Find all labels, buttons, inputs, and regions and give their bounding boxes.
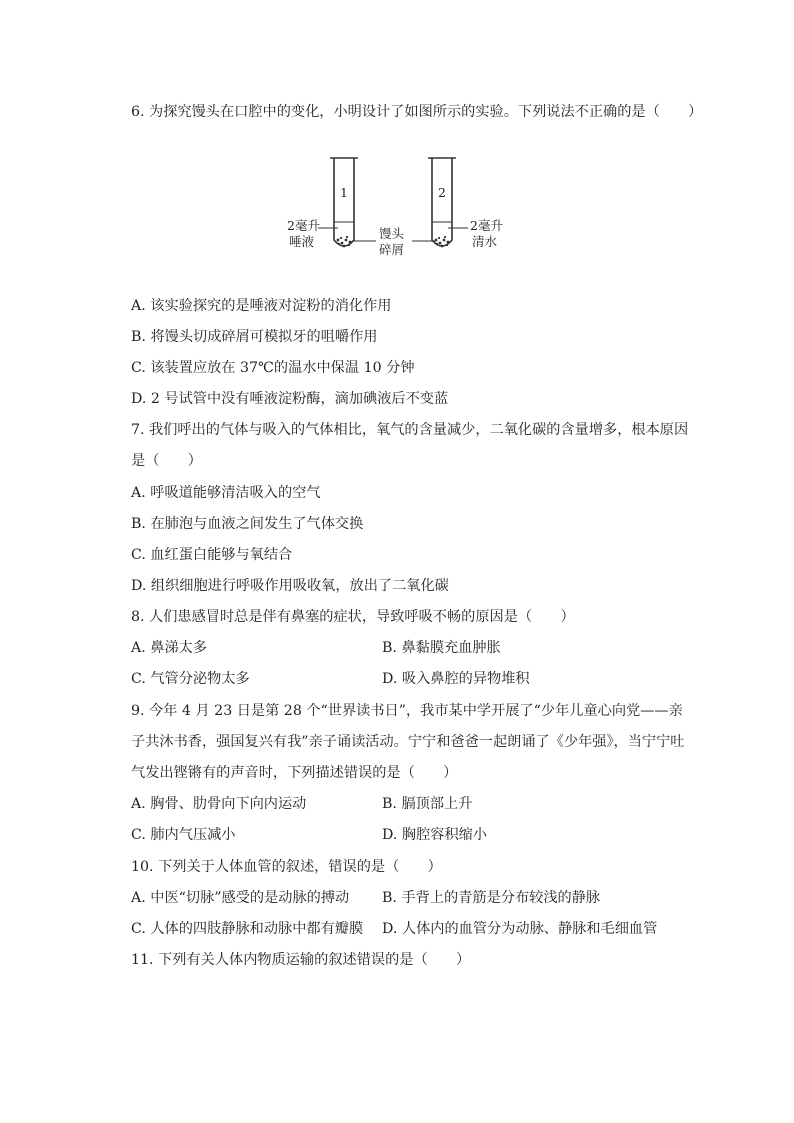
question-11-stem: 11. 下列有关人体内物质运输的叙述错误的是（ ） (131, 952, 471, 968)
q7-option-a[interactable]: A. 呼吸道能够清洁吸入的空气 (131, 485, 321, 501)
q8-option-d[interactable]: D. 吸入鼻腔的异物堆积 (382, 671, 530, 687)
right-label-line1: 2毫升 (470, 218, 503, 233)
center-label-line1: 馒头 (379, 226, 405, 241)
q6-option-d[interactable]: D. 2 号试管中没有唾液淀粉酶，滴加碘液后不变蓝 (131, 391, 449, 407)
q10-option-c[interactable]: C. 人体的四肢静脉和动脉中都有瓣膜 (131, 921, 364, 937)
question-9-stem-line2: 子共沐书香，强国复兴有我”亲子诵读活动。宁宁和爸爸一起朗诵了《少年强》，当宁宁吐 (131, 734, 685, 750)
question-9-stem-line1: 9. 今年 4 月 23 日是第 28 个“世界读书日”，我市某中学开展了“少年儿童心向党——亲 (131, 703, 683, 719)
q9-option-b[interactable]: B. 膈顶部上升 (382, 796, 473, 812)
center-label-line2: 碎屑 (379, 242, 405, 257)
q7-option-b[interactable]: B. 在肺泡与血液之间发生了气体交换 (131, 516, 364, 532)
tube-2-number: 2 (438, 185, 446, 200)
q10-option-b[interactable]: B. 手背上的青筋是分布较浅的静脉 (382, 890, 601, 906)
right-label-line2: 清水 (472, 234, 498, 249)
question-7-stem-line1: 7. 我们呼出的气体与吸入的气体相比，氧气的含量减少，二氧化碳的含量增多，根本原因 (131, 422, 689, 438)
q6-option-a[interactable]: A. 该实验探究的是唾液对淀粉的消化作用 (131, 298, 392, 314)
question-10-stem: 10. 下列关于人体血管的叙述，错误的是（ ） (131, 859, 442, 875)
question-7-stem-line2: 是（ ） (131, 453, 202, 469)
q8-option-c[interactable]: C. 气管分泌物太多 (131, 671, 250, 687)
q7-option-c[interactable]: C. 血红蛋白能够与氧结合 (131, 547, 293, 563)
question-8-stem: 8. 人们患感冒时总是伴有鼻塞的症状，导致呼吸不畅的原因是（ ） (131, 609, 575, 625)
q8-option-a[interactable]: A. 鼻涕太多 (131, 640, 208, 656)
question-6-stem: 6. 为探究馒头在口腔中的变化，小明设计了如图所示的实验。下列说法不正确的是（ ） (131, 104, 703, 120)
tube-1-number: 1 (340, 185, 348, 200)
test-tube-2 (428, 158, 456, 247)
left-label-line2: 唾液 (289, 234, 315, 249)
left-label-line1: 2毫升 (287, 218, 320, 233)
q9-option-d[interactable]: D. 胸腔容积缩小 (382, 827, 488, 843)
q9-option-a[interactable]: A. 胸骨、肋骨向下向内运动 (131, 796, 307, 812)
q9-option-c[interactable]: C. 肺内气压减小 (131, 827, 236, 843)
test-tube-1 (330, 158, 358, 247)
q8-option-b[interactable]: B. 鼻黏膜充血肿胀 (382, 640, 501, 656)
q10-option-a[interactable]: A. 中医“切脉”感受的是动脉的搏动 (131, 890, 350, 906)
question-9-stem-line3: 气发出铿锵有的声音时，下列描述错误的是（ ） (131, 765, 458, 781)
q6-option-b[interactable]: B. 将馒头切成碎屑可模拟牙的咀嚼作用 (131, 329, 378, 345)
q6-option-c[interactable]: C. 该装置应放在 37℃的温水中保温 10 分钟 (131, 360, 415, 376)
q7-option-d[interactable]: D. 组织细胞进行呼吸作用吸收氧，放出了二氧化碳 (131, 578, 449, 594)
q10-option-d[interactable]: D. 人体内的血管分为动脉、静脉和毛细血管 (382, 921, 658, 937)
